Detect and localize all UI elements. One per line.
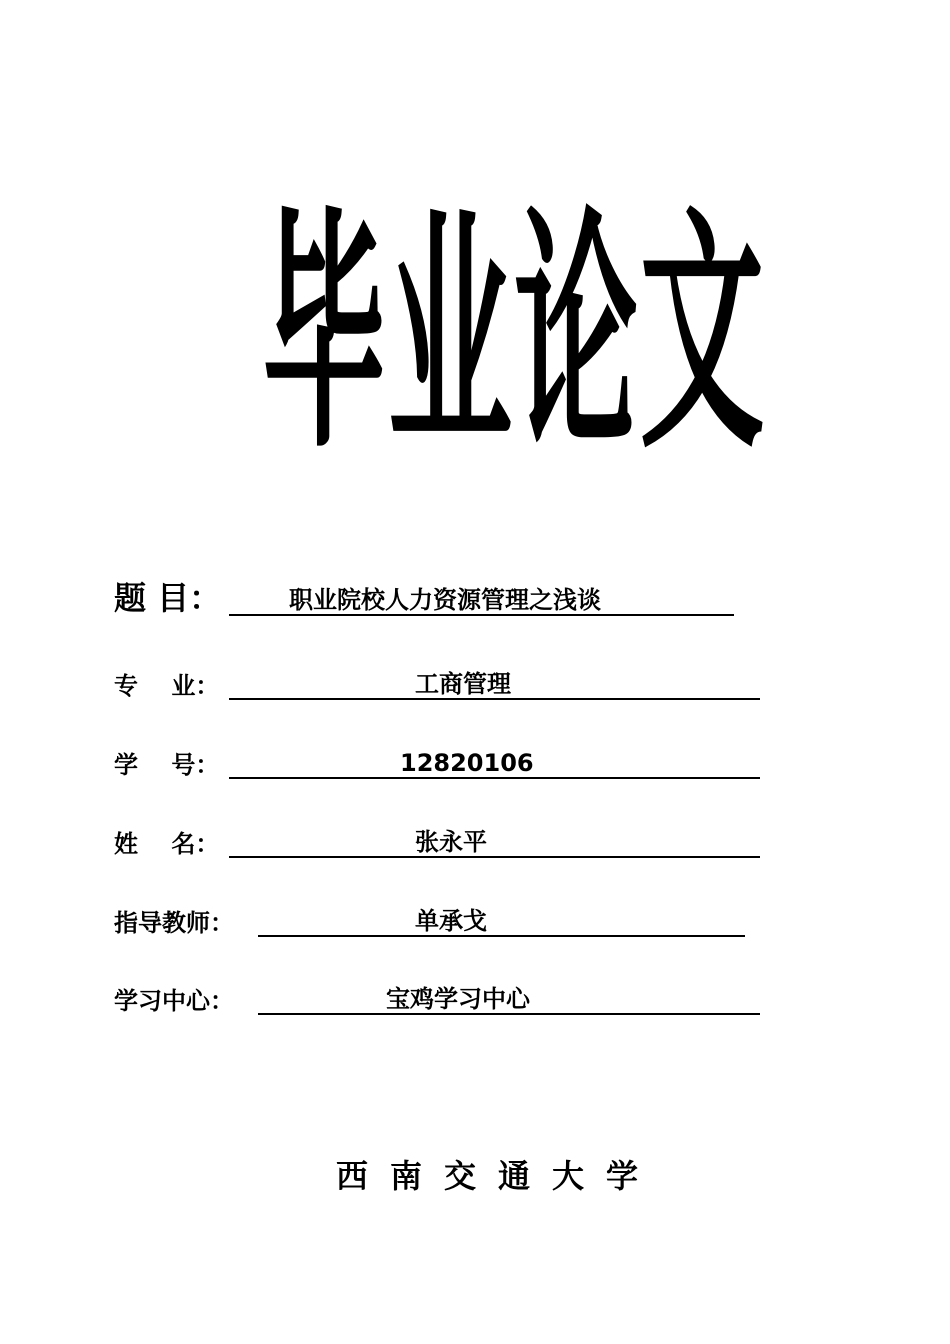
field-label-student-number: 学 号： [114,751,220,779]
field-value-major: 工商管理 [415,670,511,698]
field-value-name: 张永平 [415,828,487,856]
field-underline-major [229,698,760,700]
field-row-name [0,818,950,858]
field-label-topic: 题 目： [114,579,222,617]
field-value-topic: 职业院校人力资源管理之浅谈 [289,586,601,614]
field-underline-learning-center [258,1013,760,1015]
field-underline-topic [229,614,734,616]
field-value-advisor: 单承戈 [415,907,487,935]
field-label-name: 姓 名： [114,830,220,858]
field-label-advisor: 指导教师： [114,909,234,937]
field-row-major [0,660,950,700]
field-row-advisor [0,897,950,937]
field-value-student-number: 12820106 [400,749,534,777]
field-underline-name [229,856,760,858]
cover-title: 毕业论文 [262,188,767,484]
field-row-student-number [0,739,950,779]
field-label-major: 专 业： [114,672,220,700]
university-name: 西南交通大学 [336,1157,661,1195]
field-underline-advisor [258,935,745,937]
field-underline-student-number [229,777,760,779]
field-row-topic [0,576,950,616]
field-label-learning-center: 学习中心： [114,987,234,1015]
field-row-learning-center [0,975,950,1015]
field-value-learning-center: 宝鸡学习中心 [386,985,530,1013]
